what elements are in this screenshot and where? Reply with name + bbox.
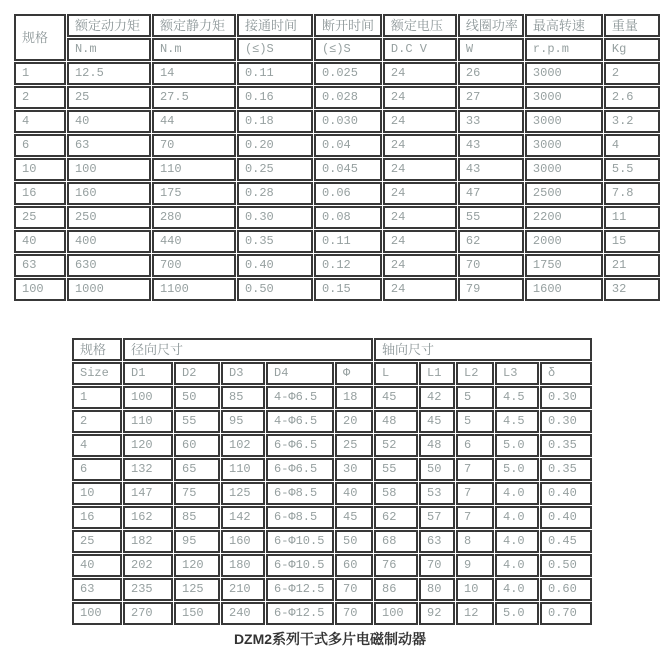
table-cell: 400: [67, 230, 151, 253]
col-header-spec: 规格: [72, 338, 122, 361]
unit-max-speed: r.p.m: [525, 38, 603, 61]
col-header-release-time: 断开时间: [314, 14, 382, 37]
table-cell: 70: [419, 554, 455, 577]
table-cell: 2.6: [604, 86, 660, 109]
table-row: [72, 602, 592, 625]
table-cell: 58: [374, 482, 418, 505]
table-cell: 0.70: [540, 602, 592, 625]
table-cell: 27: [458, 86, 524, 109]
table-cell: 42: [419, 386, 455, 409]
table-cell: 2200: [525, 206, 603, 229]
table-cell: 1600: [525, 278, 603, 301]
table-cell: 0.50: [237, 278, 313, 301]
table-cell: 125: [174, 578, 220, 601]
table-cell: 70: [458, 254, 524, 277]
table-cell: 6-Φ8.5: [266, 506, 334, 529]
table-cell: 4: [14, 110, 66, 133]
table-cell: 86: [374, 578, 418, 601]
table-cell: 5: [456, 386, 494, 409]
table-unit-row: [14, 38, 660, 61]
table-cell: 85: [221, 386, 265, 409]
table-cell: 33: [458, 110, 524, 133]
unit-rated-dynamic-torque: N.m: [67, 38, 151, 61]
table-cell: 250: [67, 206, 151, 229]
table-cell: 100: [123, 386, 173, 409]
table-cell: 5.5: [604, 158, 660, 181]
table-cell: 102: [221, 434, 265, 457]
table-cell: 0.28: [237, 182, 313, 205]
table-cell: 8: [456, 530, 494, 553]
table-subheader-row: [72, 362, 592, 385]
table-cell: 55: [374, 458, 418, 481]
table-cell: 0.08: [314, 206, 382, 229]
table-cell: 6: [14, 134, 66, 157]
table-cell: 45: [374, 386, 418, 409]
table-header-row: [14, 14, 660, 37]
table-cell: 48: [374, 410, 418, 433]
table-cell: 63: [72, 578, 122, 601]
table-cell: 40: [335, 482, 373, 505]
table-row: [14, 158, 660, 181]
table-row: [72, 482, 592, 505]
table-cell: 70: [335, 602, 373, 625]
col-header-axial-dims: 轴向尺寸: [374, 338, 592, 361]
table-cell: 24: [383, 86, 457, 109]
table-cell: 202: [123, 554, 173, 577]
table-cell: 16: [14, 182, 66, 205]
table-cell: 270: [123, 602, 173, 625]
table-cell: 12: [456, 602, 494, 625]
table-row: [72, 530, 592, 553]
table-cell: 0.15: [314, 278, 382, 301]
col-header-weight: 重量: [604, 14, 660, 37]
table-cell: 6-Φ6.5: [266, 434, 334, 457]
table-cell: 0.18: [237, 110, 313, 133]
table-caption: DZM2系列干式多片电磁制动器: [233, 631, 427, 647]
table-cell: 30: [335, 458, 373, 481]
table-cell: 3000: [525, 62, 603, 85]
table-cell: 3.2: [604, 110, 660, 133]
col-header-engage-time: 接通时间: [237, 14, 313, 37]
table-cell: 100: [14, 278, 66, 301]
unit-coil-power: W: [458, 38, 524, 61]
table-cell: 44: [152, 110, 236, 133]
table-row: [14, 134, 660, 157]
table-cell: 120: [174, 554, 220, 577]
table-cell: 7: [456, 482, 494, 505]
table-cell: 24: [383, 158, 457, 181]
table-cell: 20: [335, 410, 373, 433]
table-cell: 25: [335, 434, 373, 457]
table-cell: 40: [67, 110, 151, 133]
table-cell: 1: [72, 386, 122, 409]
unit-rated-voltage: D.C V: [383, 38, 457, 61]
table-cell: 2: [72, 410, 122, 433]
table-cell: 24: [383, 182, 457, 205]
table-cell: 150: [174, 602, 220, 625]
table-cell: 70: [335, 578, 373, 601]
table-cell: 25: [67, 86, 151, 109]
table-cell: 95: [221, 410, 265, 433]
table-cell: 24: [383, 206, 457, 229]
table-cell: 92: [419, 602, 455, 625]
table-cell: 147: [123, 482, 173, 505]
table-cell: 27.5: [152, 86, 236, 109]
table-cell: 43: [458, 158, 524, 181]
table-cell: 24: [383, 278, 457, 301]
table-row: [14, 110, 660, 133]
col-header-radial-dims: 径向尺寸: [123, 338, 373, 361]
col-header-rated-voltage: 额定电压: [383, 14, 457, 37]
table-cell: 7.8: [604, 182, 660, 205]
table-cell: 55: [174, 410, 220, 433]
table-cell: 100: [374, 602, 418, 625]
table-cell: 5.0: [495, 602, 539, 625]
table-cell: 4.5: [495, 386, 539, 409]
table-row: [72, 458, 592, 481]
table-cell: 6: [456, 434, 494, 457]
performance-spec-table: [13, 13, 661, 302]
table-cell: 0.06: [314, 182, 382, 205]
table-cell: 110: [152, 158, 236, 181]
table-header-row: [72, 338, 592, 361]
table-cell: 142: [221, 506, 265, 529]
unit-release-time: (≤)S: [314, 38, 382, 61]
table-cell: 2000: [525, 230, 603, 253]
table-row: [72, 386, 592, 409]
table-cell: 1000: [67, 278, 151, 301]
table-cell: 6-Φ10.5: [266, 530, 334, 553]
table-cell: 3000: [525, 134, 603, 157]
table-cell: 7: [456, 458, 494, 481]
table-cell: 0.40: [540, 482, 592, 505]
table-row: [72, 578, 592, 601]
table-cell: 0.35: [540, 434, 592, 457]
table-row: [72, 434, 592, 457]
table-cell: 0.028: [314, 86, 382, 109]
table-cell: 53: [419, 482, 455, 505]
table-cell: 6-Φ8.5: [266, 482, 334, 505]
table-cell: 24: [383, 134, 457, 157]
table-cell: 24: [383, 254, 457, 277]
table-row: [14, 206, 660, 229]
col-header-spec: 规格: [14, 14, 66, 61]
col-header-size: Size: [72, 362, 122, 385]
table-cell: 4-Φ6.5: [266, 410, 334, 433]
table-cell: 85: [174, 506, 220, 529]
col-header-d3: D3: [221, 362, 265, 385]
table-cell: 18: [335, 386, 373, 409]
table-cell: 0.045: [314, 158, 382, 181]
table-cell: 7: [456, 506, 494, 529]
table-cell: 6: [72, 458, 122, 481]
table-row: [14, 62, 660, 85]
table-cell: 24: [383, 110, 457, 133]
table-cell: 182: [123, 530, 173, 553]
table-cell: 76: [374, 554, 418, 577]
table-cell: 47: [458, 182, 524, 205]
table-cell: 4: [72, 434, 122, 457]
table-cell: 10: [14, 158, 66, 181]
dimension-table-body: [72, 386, 592, 625]
table-cell: 15: [604, 230, 660, 253]
col-header-l1: L1: [419, 362, 455, 385]
table-cell: 25: [14, 206, 66, 229]
table-cell: 0.40: [540, 506, 592, 529]
table-cell: 24: [383, 230, 457, 253]
dimension-table-header: [72, 338, 592, 385]
table-cell: 700: [152, 254, 236, 277]
col-header-max-speed: 最高转速: [525, 14, 603, 37]
table-cell: 9: [456, 554, 494, 577]
table-cell: 10: [456, 578, 494, 601]
col-header-delta: δ: [540, 362, 592, 385]
table-cell: 100: [67, 158, 151, 181]
table-cell: 180: [221, 554, 265, 577]
table-cell: 0.20: [237, 134, 313, 157]
table-cell: 26: [458, 62, 524, 85]
table-cell: 21: [604, 254, 660, 277]
table-cell: 132: [123, 458, 173, 481]
col-header-l3: L3: [495, 362, 539, 385]
performance-table-body: [14, 62, 660, 301]
table-cell: 3000: [525, 158, 603, 181]
table-cell: 55: [458, 206, 524, 229]
table-cell: 3000: [525, 86, 603, 109]
table-cell: 5.0: [495, 434, 539, 457]
table-cell: 1100: [152, 278, 236, 301]
table-cell: 45: [335, 506, 373, 529]
table-cell: 0.025: [314, 62, 382, 85]
table-cell: 5: [456, 410, 494, 433]
table-cell: 50: [174, 386, 220, 409]
table-cell: 40: [72, 554, 122, 577]
table-cell: 0.030: [314, 110, 382, 133]
table-cell: 60: [174, 434, 220, 457]
unit-engage-time: (≤)S: [237, 38, 313, 61]
table-cell: 280: [152, 206, 236, 229]
table-cell: 68: [374, 530, 418, 553]
table-cell: 0.11: [314, 230, 382, 253]
table-row: [14, 86, 660, 109]
unit-weight: Kg: [604, 38, 660, 61]
table-cell: 4: [604, 134, 660, 157]
table-cell: 6-Φ12.5: [266, 602, 334, 625]
table-cell: 160: [221, 530, 265, 553]
table-cell: 0.45: [540, 530, 592, 553]
table-cell: 95: [174, 530, 220, 553]
table-cell: 3000: [525, 110, 603, 133]
table-cell: 0.50: [540, 554, 592, 577]
table-cell: 63: [14, 254, 66, 277]
table-row: [72, 506, 592, 529]
table-cell: 48: [419, 434, 455, 457]
table-cell: 80: [419, 578, 455, 601]
table-cell: 57: [419, 506, 455, 529]
table-row: [72, 554, 592, 577]
table-cell: 75: [174, 482, 220, 505]
table-cell: 4-Φ6.5: [266, 386, 334, 409]
table-cell: 4.0: [495, 578, 539, 601]
table-cell: 440: [152, 230, 236, 253]
table-cell: 16: [72, 506, 122, 529]
table-cell: 79: [458, 278, 524, 301]
col-header-coil-power: 线圈功率: [458, 14, 524, 37]
table-cell: 0.35: [237, 230, 313, 253]
table-row: [72, 410, 592, 433]
col-header-l: L: [374, 362, 418, 385]
table-cell: 120: [123, 434, 173, 457]
table-cell: 210: [221, 578, 265, 601]
table-cell: 6-Φ12.5: [266, 578, 334, 601]
col-header-rated-static-torque: 额定静力矩: [152, 14, 236, 37]
table-cell: 4.0: [495, 482, 539, 505]
table-cell: 63: [419, 530, 455, 553]
table-row: [14, 230, 660, 253]
table-cell: 4.0: [495, 554, 539, 577]
table-cell: 25: [72, 530, 122, 553]
table-cell: 100: [72, 602, 122, 625]
table-cell: 62: [458, 230, 524, 253]
table-row: [14, 278, 660, 301]
table-cell: 110: [123, 410, 173, 433]
table-cell: 60: [335, 554, 373, 577]
table-cell: 4.5: [495, 410, 539, 433]
table-cell: 6-Φ10.5: [266, 554, 334, 577]
table-cell: 175: [152, 182, 236, 205]
table-cell: 0.40: [237, 254, 313, 277]
table-cell: 160: [67, 182, 151, 205]
unit-rated-static-torque: N.m: [152, 38, 236, 61]
table-cell: 0.04: [314, 134, 382, 157]
col-header-l2: L2: [456, 362, 494, 385]
table-cell: 32: [604, 278, 660, 301]
table-row: [14, 182, 660, 205]
table-cell: 1750: [525, 254, 603, 277]
table-cell: 0.30: [540, 410, 592, 433]
table-cell: 11: [604, 206, 660, 229]
table-cell: 14: [152, 62, 236, 85]
table-cell: 63: [67, 134, 151, 157]
table-cell: 0.30: [237, 206, 313, 229]
table-cell: 65: [174, 458, 220, 481]
table-cell: 0.12: [314, 254, 382, 277]
table-cell: 0.16: [237, 86, 313, 109]
table-cell: 50: [335, 530, 373, 553]
table-cell: 2500: [525, 182, 603, 205]
table-cell: 52: [374, 434, 418, 457]
table-cell: 1: [14, 62, 66, 85]
table-cell: 50: [419, 458, 455, 481]
table-cell: 240: [221, 602, 265, 625]
table-cell: 0.25: [237, 158, 313, 181]
col-header-rated-dynamic-torque: 额定动力矩: [67, 14, 151, 37]
performance-table-header: [14, 14, 660, 61]
table-cell: 0.35: [540, 458, 592, 481]
table-cell: 5.0: [495, 458, 539, 481]
table-cell: 40: [14, 230, 66, 253]
table-cell: 235: [123, 578, 173, 601]
table-cell: 4.0: [495, 506, 539, 529]
col-header-d4: D4: [266, 362, 334, 385]
table-cell: 70: [152, 134, 236, 157]
table-cell: 0.11: [237, 62, 313, 85]
table-cell: 110: [221, 458, 265, 481]
table-cell: 43: [458, 134, 524, 157]
table-cell: 24: [383, 62, 457, 85]
col-header-d1: D1: [123, 362, 173, 385]
table-cell: 162: [123, 506, 173, 529]
table-cell: 62: [374, 506, 418, 529]
dimension-spec-table: [71, 337, 593, 626]
table-row: [14, 254, 660, 277]
table-cell: 0.30: [540, 386, 592, 409]
table-cell: 12.5: [67, 62, 151, 85]
col-header-phi: Φ: [335, 362, 373, 385]
table-cell: 45: [419, 410, 455, 433]
table-cell: 630: [67, 254, 151, 277]
table-cell: 6-Φ6.5: [266, 458, 334, 481]
table-cell: 0.60: [540, 578, 592, 601]
table-cell: 2: [14, 86, 66, 109]
table-cell: 2: [604, 62, 660, 85]
table-cell: 10: [72, 482, 122, 505]
table-cell: 4.0: [495, 530, 539, 553]
table-cell: 125: [221, 482, 265, 505]
col-header-d2: D2: [174, 362, 220, 385]
